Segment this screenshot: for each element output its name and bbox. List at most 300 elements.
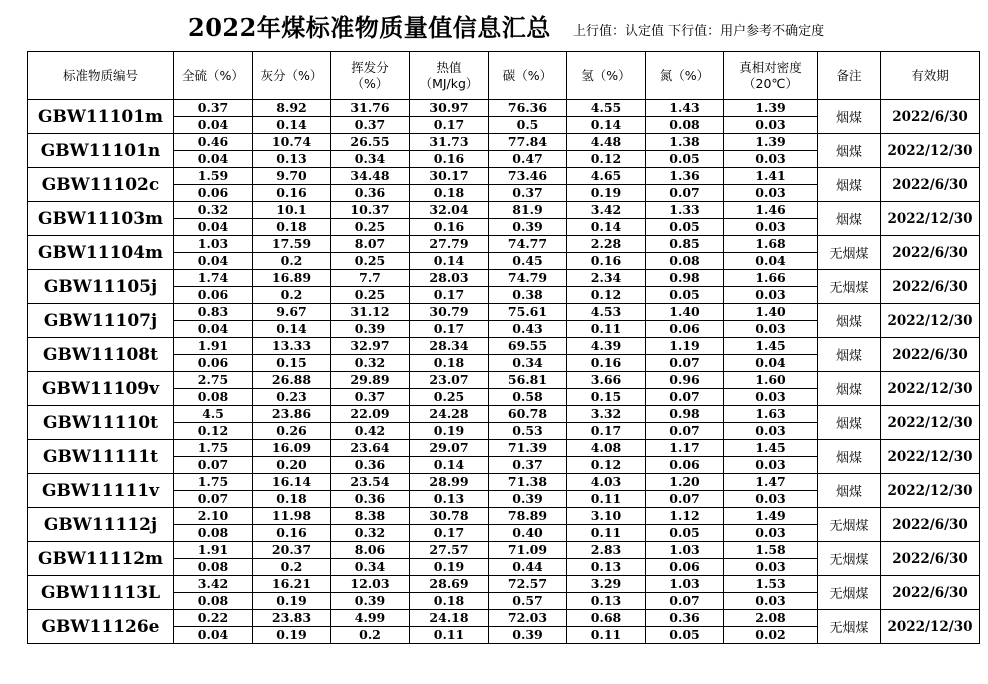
certified-carbon: 72.03 [489,610,567,627]
uncertainty-sulfur: 0.04 [174,219,253,236]
expiry-date: 2022/6/30 [881,508,980,542]
certified-calorific: 27.79 [410,236,489,253]
certified-density: 1.53 [724,576,818,593]
uncertainty-ash: 0.2 [253,559,331,576]
uncertainty-density: 0.03 [724,219,818,236]
uncertainty-hydrogen: 0.11 [567,525,646,542]
coal-type-note: 烟煤 [818,338,881,372]
certified-carbon: 78.89 [489,508,567,525]
certified-ash: 16.14 [253,474,331,491]
certified-volatile: 12.03 [331,576,410,593]
uncertainty-volatile: 0.32 [331,525,410,542]
certified-nitrogen: 1.20 [646,474,724,491]
header-nitrogen: 氮（%） [646,52,724,100]
uncertainty-density: 0.03 [724,117,818,134]
uncertainty-sulfur: 0.04 [174,117,253,134]
uncertainty-density: 0.03 [724,321,818,338]
certified-calorific: 27.57 [410,542,489,559]
certified-sulfur: 1.59 [174,168,253,185]
certified-ash: 16.21 [253,576,331,593]
expiry-date: 2022/12/30 [881,474,980,508]
certified-hydrogen: 2.83 [567,542,646,559]
uncertainty-nitrogen: 0.06 [646,321,724,338]
certified-density: 1.41 [724,168,818,185]
certified-volatile: 31.76 [331,100,410,117]
uncertainty-ash: 0.18 [253,491,331,508]
certified-nitrogen: 1.12 [646,508,724,525]
certified-nitrogen: 1.19 [646,338,724,355]
uncertainty-ash: 0.13 [253,151,331,168]
certified-volatile: 29.89 [331,372,410,389]
table-row-certified [28,372,980,389]
uncertainty-volatile: 0.39 [331,321,410,338]
uncertainty-hydrogen: 0.11 [567,627,646,644]
uncertainty-density: 0.03 [724,525,818,542]
uncertainty-nitrogen: 0.05 [646,627,724,644]
certified-nitrogen: 1.36 [646,168,724,185]
uncertainty-hydrogen: 0.13 [567,593,646,610]
certified-hydrogen: 4.53 [567,304,646,321]
uncertainty-nitrogen: 0.07 [646,355,724,372]
certified-density: 1.45 [724,440,818,457]
certified-nitrogen: 0.98 [646,406,724,423]
certified-ash: 16.89 [253,270,331,287]
uncertainty-density: 0.03 [724,389,818,406]
expiry-date: 2022/6/30 [881,338,980,372]
certified-hydrogen: 2.28 [567,236,646,253]
certified-sulfur: 4.5 [174,406,253,423]
uncertainty-carbon: 0.43 [489,321,567,338]
coal-type-note: 无烟煤 [818,508,881,542]
uncertainty-carbon: 0.40 [489,525,567,542]
sample-code: GBW11104m [28,236,174,270]
header-ash: 灰分（%） [253,52,331,100]
certified-density: 1.39 [724,100,818,117]
uncertainty-calorific: 0.25 [410,389,489,406]
uncertainty-sulfur: 0.04 [174,151,253,168]
uncertainty-ash: 0.19 [253,627,331,644]
header-code: 标准物质编号 [28,52,174,100]
certified-carbon: 56.81 [489,372,567,389]
expiry-date: 2022/12/30 [881,202,980,236]
certified-hydrogen: 4.08 [567,440,646,457]
uncertainty-sulfur: 0.08 [174,525,253,542]
sample-code: GBW11107j [28,304,174,338]
certified-volatile: 34.48 [331,168,410,185]
certified-nitrogen: 1.03 [646,542,724,559]
uncertainty-calorific: 0.17 [410,321,489,338]
uncertainty-carbon: 0.39 [489,491,567,508]
uncertainty-hydrogen: 0.16 [567,253,646,270]
uncertainty-volatile: 0.25 [331,219,410,236]
uncertainty-density: 0.03 [724,423,818,440]
uncertainty-sulfur: 0.08 [174,593,253,610]
sample-code: GBW11102c [28,168,174,202]
uncertainty-ash: 0.2 [253,253,331,270]
uncertainty-density: 0.03 [724,457,818,474]
uncertainty-nitrogen: 0.07 [646,185,724,202]
certified-sulfur: 1.74 [174,270,253,287]
certified-density: 1.39 [724,134,818,151]
certified-hydrogen: 4.03 [567,474,646,491]
expiry-date: 2022/12/30 [881,610,980,644]
certified-volatile: 26.55 [331,134,410,151]
certified-sulfur: 1.75 [174,474,253,491]
uncertainty-sulfur: 0.08 [174,389,253,406]
certified-volatile: 7.7 [331,270,410,287]
coal-type-note: 无烟煤 [818,576,881,610]
header-hydrogen: 氢（%） [567,52,646,100]
certified-calorific: 30.78 [410,508,489,525]
uncertainty-nitrogen: 0.06 [646,559,724,576]
expiry-date: 2022/12/30 [881,372,980,406]
certified-volatile: 31.12 [331,304,410,321]
certified-calorific: 28.99 [410,474,489,491]
uncertainty-density: 0.03 [724,593,818,610]
sample-code: GBW11105j [28,270,174,304]
uncertainty-hydrogen: 0.14 [567,219,646,236]
uncertainty-calorific: 0.17 [410,525,489,542]
certified-density: 1.47 [724,474,818,491]
certified-nitrogen: 0.98 [646,270,724,287]
uncertainty-nitrogen: 0.07 [646,593,724,610]
certified-density: 1.46 [724,202,818,219]
uncertainty-volatile: 0.25 [331,253,410,270]
uncertainty-density: 0.02 [724,627,818,644]
sample-code: GBW11113L [28,576,174,610]
uncertainty-density: 0.03 [724,151,818,168]
certified-density: 1.68 [724,236,818,253]
certified-carbon: 60.78 [489,406,567,423]
expiry-date: 2022/12/30 [881,134,980,168]
certified-ash: 10.74 [253,134,331,151]
certified-calorific: 29.07 [410,440,489,457]
table-row-certified [28,168,980,185]
expiry-date: 2022/6/30 [881,236,980,270]
uncertainty-calorific: 0.17 [410,117,489,134]
certified-sulfur: 1.03 [174,236,253,253]
certified-ash: 17.59 [253,236,331,253]
certified-carbon: 72.57 [489,576,567,593]
page-title: 2022年煤标准物质量值信息汇总 [188,13,551,42]
uncertainty-ash: 0.16 [253,185,331,202]
uncertainty-density: 0.04 [724,355,818,372]
table-row-certified [28,134,980,151]
certified-volatile: 23.54 [331,474,410,491]
uncertainty-ash: 0.16 [253,525,331,542]
coal-type-note: 无烟煤 [818,542,881,576]
uncertainty-density: 0.03 [724,185,818,202]
certified-volatile: 22.09 [331,406,410,423]
uncertainty-hydrogen: 0.16 [567,355,646,372]
coal-type-note: 烟煤 [818,406,881,440]
certified-ash: 26.88 [253,372,331,389]
certified-sulfur: 0.32 [174,202,253,219]
uncertainty-hydrogen: 0.11 [567,491,646,508]
uncertainty-carbon: 0.47 [489,151,567,168]
sample-code: GBW11112j [28,508,174,542]
certified-calorific: 28.03 [410,270,489,287]
certified-sulfur: 0.37 [174,100,253,117]
uncertainty-sulfur: 0.04 [174,627,253,644]
table-row-certified [28,338,980,355]
certified-carbon: 77.84 [489,134,567,151]
certified-carbon: 71.09 [489,542,567,559]
uncertainty-calorific: 0.14 [410,253,489,270]
certified-volatile: 8.06 [331,542,410,559]
certified-carbon: 71.38 [489,474,567,491]
uncertainty-calorific: 0.18 [410,355,489,372]
uncertainty-hydrogen: 0.15 [567,389,646,406]
uncertainty-nitrogen: 0.05 [646,151,724,168]
uncertainty-sulfur: 0.06 [174,355,253,372]
table-row-certified [28,406,980,423]
uncertainty-carbon: 0.53 [489,423,567,440]
certified-sulfur: 1.91 [174,338,253,355]
sample-code: GBW11111v [28,474,174,508]
uncertainty-ash: 0.14 [253,117,331,134]
uncertainty-carbon: 0.57 [489,593,567,610]
uncertainty-ash: 0.15 [253,355,331,372]
certified-ash: 8.92 [253,100,331,117]
uncertainty-carbon: 0.38 [489,287,567,304]
sample-code: GBW11101n [28,134,174,168]
certified-ash: 16.09 [253,440,331,457]
uncertainty-volatile: 0.2 [331,627,410,644]
uncertainty-hydrogen: 0.17 [567,423,646,440]
header-sulfur: 全硫（%） [174,52,253,100]
coal-type-note: 无烟煤 [818,236,881,270]
coal-type-note: 烟煤 [818,100,881,134]
uncertainty-hydrogen: 0.19 [567,185,646,202]
certified-calorific: 28.34 [410,338,489,355]
table-row-certified [28,270,980,287]
table-row-certified [28,236,980,253]
certified-volatile: 23.64 [331,440,410,457]
sample-code: GBW11109v [28,372,174,406]
table-row-certified [28,576,980,593]
expiry-date: 2022/12/30 [881,304,980,338]
page-subtitle: 上行值：认定值 下行值：用户参考不确定度 [573,24,825,39]
uncertainty-volatile: 0.39 [331,593,410,610]
uncertainty-ash: 0.20 [253,457,331,474]
uncertainty-volatile: 0.42 [331,423,410,440]
certified-calorific: 32.04 [410,202,489,219]
uncertainty-ash: 0.26 [253,423,331,440]
uncertainty-sulfur: 0.06 [174,287,253,304]
uncertainty-ash: 0.2 [253,287,331,304]
coal-reference-table [27,51,980,644]
uncertainty-ash: 0.19 [253,593,331,610]
certified-sulfur: 0.22 [174,610,253,627]
uncertainty-hydrogen: 0.13 [567,559,646,576]
certified-calorific: 30.97 [410,100,489,117]
certified-ash: 13.33 [253,338,331,355]
uncertainty-calorific: 0.19 [410,559,489,576]
uncertainty-volatile: 0.34 [331,151,410,168]
uncertainty-carbon: 0.45 [489,253,567,270]
certified-carbon: 76.36 [489,100,567,117]
uncertainty-hydrogen: 0.12 [567,151,646,168]
uncertainty-volatile: 0.37 [331,117,410,134]
uncertainty-calorific: 0.18 [410,185,489,202]
expiry-date: 2022/12/30 [881,440,980,474]
certified-carbon: 75.61 [489,304,567,321]
uncertainty-nitrogen: 0.08 [646,117,724,134]
header-note: 备注 [818,52,881,100]
uncertainty-volatile: 0.36 [331,457,410,474]
certified-nitrogen: 1.40 [646,304,724,321]
certified-nitrogen: 0.96 [646,372,724,389]
uncertainty-density: 0.04 [724,253,818,270]
uncertainty-calorific: 0.11 [410,627,489,644]
certified-calorific: 24.28 [410,406,489,423]
table-row-certified [28,474,980,491]
uncertainty-calorific: 0.17 [410,287,489,304]
uncertainty-nitrogen: 0.08 [646,253,724,270]
uncertainty-ash: 0.23 [253,389,331,406]
certified-carbon: 69.55 [489,338,567,355]
certified-sulfur: 1.91 [174,542,253,559]
uncertainty-sulfur: 0.04 [174,321,253,338]
certified-hydrogen: 3.10 [567,508,646,525]
uncertainty-calorific: 0.16 [410,151,489,168]
certified-nitrogen: 1.38 [646,134,724,151]
uncertainty-carbon: 0.34 [489,355,567,372]
table-row-certified [28,542,980,559]
uncertainty-sulfur: 0.06 [174,185,253,202]
certified-ash: 23.86 [253,406,331,423]
uncertainty-hydrogen: 0.14 [567,117,646,134]
certified-hydrogen: 3.29 [567,576,646,593]
uncertainty-volatile: 0.36 [331,185,410,202]
table-row-certified [28,440,980,457]
certified-density: 1.45 [724,338,818,355]
uncertainty-carbon: 0.58 [489,389,567,406]
certified-ash: 10.1 [253,202,331,219]
uncertainty-calorific: 0.16 [410,219,489,236]
uncertainty-nitrogen: 0.05 [646,287,724,304]
uncertainty-nitrogen: 0.06 [646,457,724,474]
certified-carbon: 81.9 [489,202,567,219]
certified-nitrogen: 0.85 [646,236,724,253]
header-row [28,52,980,100]
certified-density: 1.63 [724,406,818,423]
table-row-certified [28,304,980,321]
uncertainty-density: 0.03 [724,559,818,576]
certified-sulfur: 2.10 [174,508,253,525]
certified-carbon: 74.77 [489,236,567,253]
coal-type-note: 烟煤 [818,440,881,474]
uncertainty-carbon: 0.37 [489,457,567,474]
sample-code: GBW11126e [28,610,174,644]
expiry-date: 2022/6/30 [881,270,980,304]
uncertainty-calorific: 0.18 [410,593,489,610]
uncertainty-ash: 0.14 [253,321,331,338]
sample-code: GBW11111t [28,440,174,474]
header-carbon: 碳（%） [489,52,567,100]
certified-density: 1.66 [724,270,818,287]
certified-density: 1.60 [724,372,818,389]
coal-type-note: 烟煤 [818,134,881,168]
certified-density: 1.49 [724,508,818,525]
uncertainty-ash: 0.18 [253,219,331,236]
uncertainty-nitrogen: 0.07 [646,423,724,440]
uncertainty-calorific: 0.19 [410,423,489,440]
coal-type-note: 烟煤 [818,304,881,338]
uncertainty-density: 0.03 [724,491,818,508]
certified-carbon: 73.46 [489,168,567,185]
certified-volatile: 8.38 [331,508,410,525]
certified-calorific: 28.69 [410,576,489,593]
header-density: 真相对密度 （20℃） [724,52,818,100]
table-row-certified [28,202,980,219]
uncertainty-density: 0.03 [724,287,818,304]
expiry-date: 2022/6/30 [881,100,980,134]
uncertainty-sulfur: 0.07 [174,457,253,474]
coal-type-note: 烟煤 [818,168,881,202]
uncertainty-hydrogen: 0.12 [567,287,646,304]
coal-type-note: 无烟煤 [818,610,881,644]
certified-calorific: 23.07 [410,372,489,389]
uncertainty-hydrogen: 0.11 [567,321,646,338]
certified-nitrogen: 0.36 [646,610,724,627]
certified-hydrogen: 4.65 [567,168,646,185]
uncertainty-sulfur: 0.08 [174,559,253,576]
uncertainty-volatile: 0.25 [331,287,410,304]
header-expiry: 有效期 [881,52,980,100]
certified-calorific: 24.18 [410,610,489,627]
certified-sulfur: 2.75 [174,372,253,389]
uncertainty-volatile: 0.34 [331,559,410,576]
uncertainty-calorific: 0.13 [410,491,489,508]
uncertainty-nitrogen: 0.07 [646,491,724,508]
uncertainty-sulfur: 0.12 [174,423,253,440]
certified-nitrogen: 1.33 [646,202,724,219]
certified-sulfur: 0.83 [174,304,253,321]
certified-volatile: 10.37 [331,202,410,219]
uncertainty-nitrogen: 0.05 [646,525,724,542]
certified-volatile: 4.99 [331,610,410,627]
certified-density: 1.58 [724,542,818,559]
expiry-date: 2022/12/30 [881,406,980,440]
uncertainty-volatile: 0.32 [331,355,410,372]
certified-sulfur: 1.75 [174,440,253,457]
certified-volatile: 8.07 [331,236,410,253]
table-body [28,100,980,644]
certified-hydrogen: 3.66 [567,372,646,389]
certified-hydrogen: 2.34 [567,270,646,287]
uncertainty-carbon: 0.37 [489,185,567,202]
uncertainty-nitrogen: 0.05 [646,219,724,236]
certified-volatile: 32.97 [331,338,410,355]
certified-nitrogen: 1.17 [646,440,724,457]
uncertainty-carbon: 0.39 [489,219,567,236]
certified-ash: 9.67 [253,304,331,321]
coal-type-note: 无烟煤 [818,270,881,304]
uncertainty-volatile: 0.36 [331,491,410,508]
sample-code: GBW11112m [28,542,174,576]
certified-hydrogen: 4.55 [567,100,646,117]
certified-ash: 9.70 [253,168,331,185]
table-row-certified [28,610,980,627]
expiry-date: 2022/6/30 [881,542,980,576]
uncertainty-nitrogen: 0.07 [646,389,724,406]
sample-code: GBW11108t [28,338,174,372]
coal-type-note: 烟煤 [818,372,881,406]
uncertainty-carbon: 0.39 [489,627,567,644]
certified-ash: 20.37 [253,542,331,559]
